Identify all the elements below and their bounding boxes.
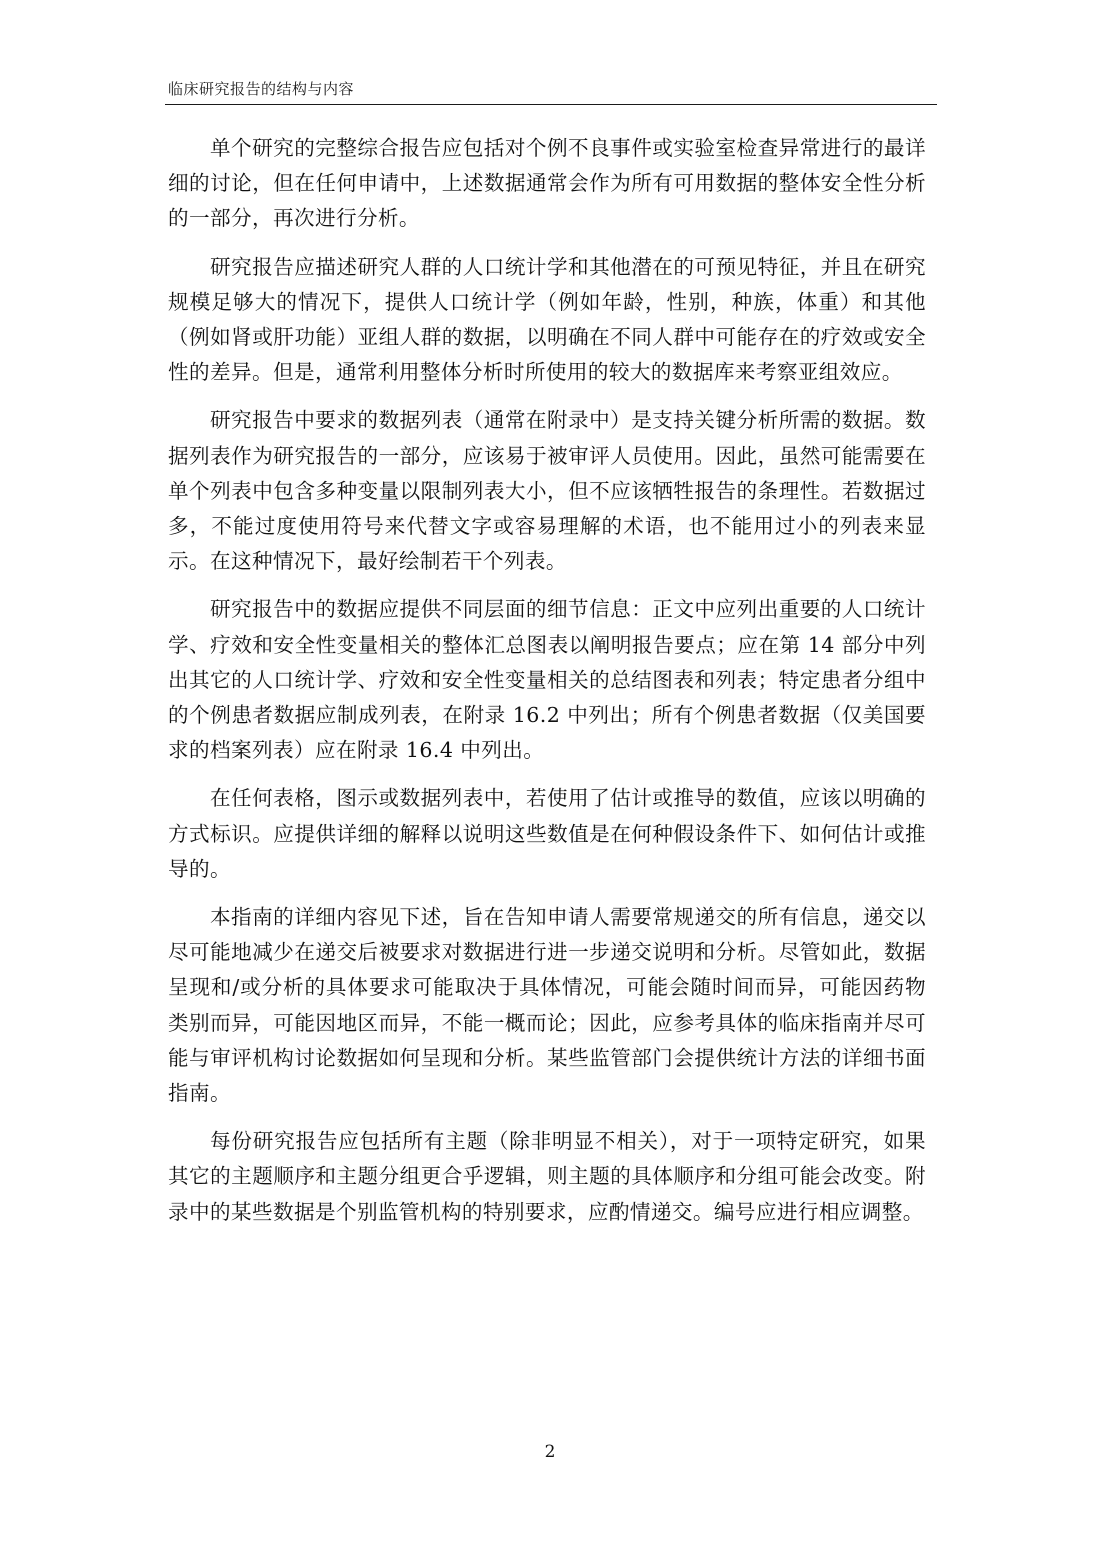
- paragraph-6: 本指南的详细内容见下述，旨在告知申请人需要常规递交的所有信息，递交以尽可能地减少在递交后被要求对数据进行进一步递交说明和分析。尽管如此，数据呈现和/或分析的具体要求可能取决于具体情况，可能会随时间而异，可能因药物类别而异，可能因地区而异，不能一概而论；因此，应参考具体的临床指南并尽可能与审评机构讨论数据如何呈现和分析。某些监管部门会提供统计方法的详细书面指南。: [168, 905, 926, 1106]
- page-number: 2: [544, 1442, 556, 1462]
- paragraph-4: 研究报告中的数据应提供不同层面的细节信息：正文中应列出重要的人口统计学、疗效和安全性变量相关的整体汇总图表以阐明报告要点；应在第 14 部分中列出其它的人口统计学、疗效和安全性变量相关的总结图表和列表；特定患者分组中的个例患者数据应制成列表，在附录 16.2 中列出；所有个例患者数据（仅美国要求的档案列表）应在附录 16.4 中列出。: [168, 597, 926, 763]
- paragraph-3: 研究报告中要求的数据列表（通常在附录中）是支持关键分析所需的数据。数据列表作为研究报告的一部分，应该易于被审评人员使用。因此，虽然可能需要在单个列表中包含多种变量以限制列表大小，但不应该牺牲报告的条理性。若数据过多，不能过度使用符号来代替文字或容易理解的术语，也不能用过小的列表来显示。在这种情况下，最好绘制若干个列表。: [168, 408, 926, 574]
- running-header-title: 临床研究报告的结构与内容: [168, 80, 355, 98]
- paragraph-1: 单个研究的完整综合报告应包括对个例不良事件或实验室检查异常进行的最详细的讨论，但在任何申请中，上述数据通常会作为所有可用数据的整体安全性分析的一部分，再次进行分析。: [168, 136, 926, 231]
- page-header: [165, 78, 937, 105]
- body-text: [168, 131, 926, 1243]
- paragraph-5: 在任何表格，图示或数据列表中，若使用了估计或推导的数值，应该以明确的方式标识。应提供详细的解释以说明这些数值是在何种假设条件下、如何估计或推导的。: [168, 786, 926, 881]
- paragraph-7: 每份研究报告应包括所有主题（除非明显不相关），对于一项特定研究，如果其它的主题顺序和主题分组更合乎逻辑，则主题的具体顺序和分组可能会改变。附录中的某些数据是个别监管机构的特别要求，应酌情递交。编号应进行相应调整。: [168, 1129, 926, 1224]
- paragraph-2: 研究报告应描述研究人群的人口统计学和其他潜在的可预见特征，并且在研究规模足够大的情况下，提供人口统计学（例如年龄，性别，种族，体重）和其他（例如肾或肝功能）亚组人群的数据，以明确在不同人群中可能存在的疗效或安全性的差异。但是，通常利用整体分析时所使用的较大的数据库来考察亚组效应。: [168, 254, 926, 385]
